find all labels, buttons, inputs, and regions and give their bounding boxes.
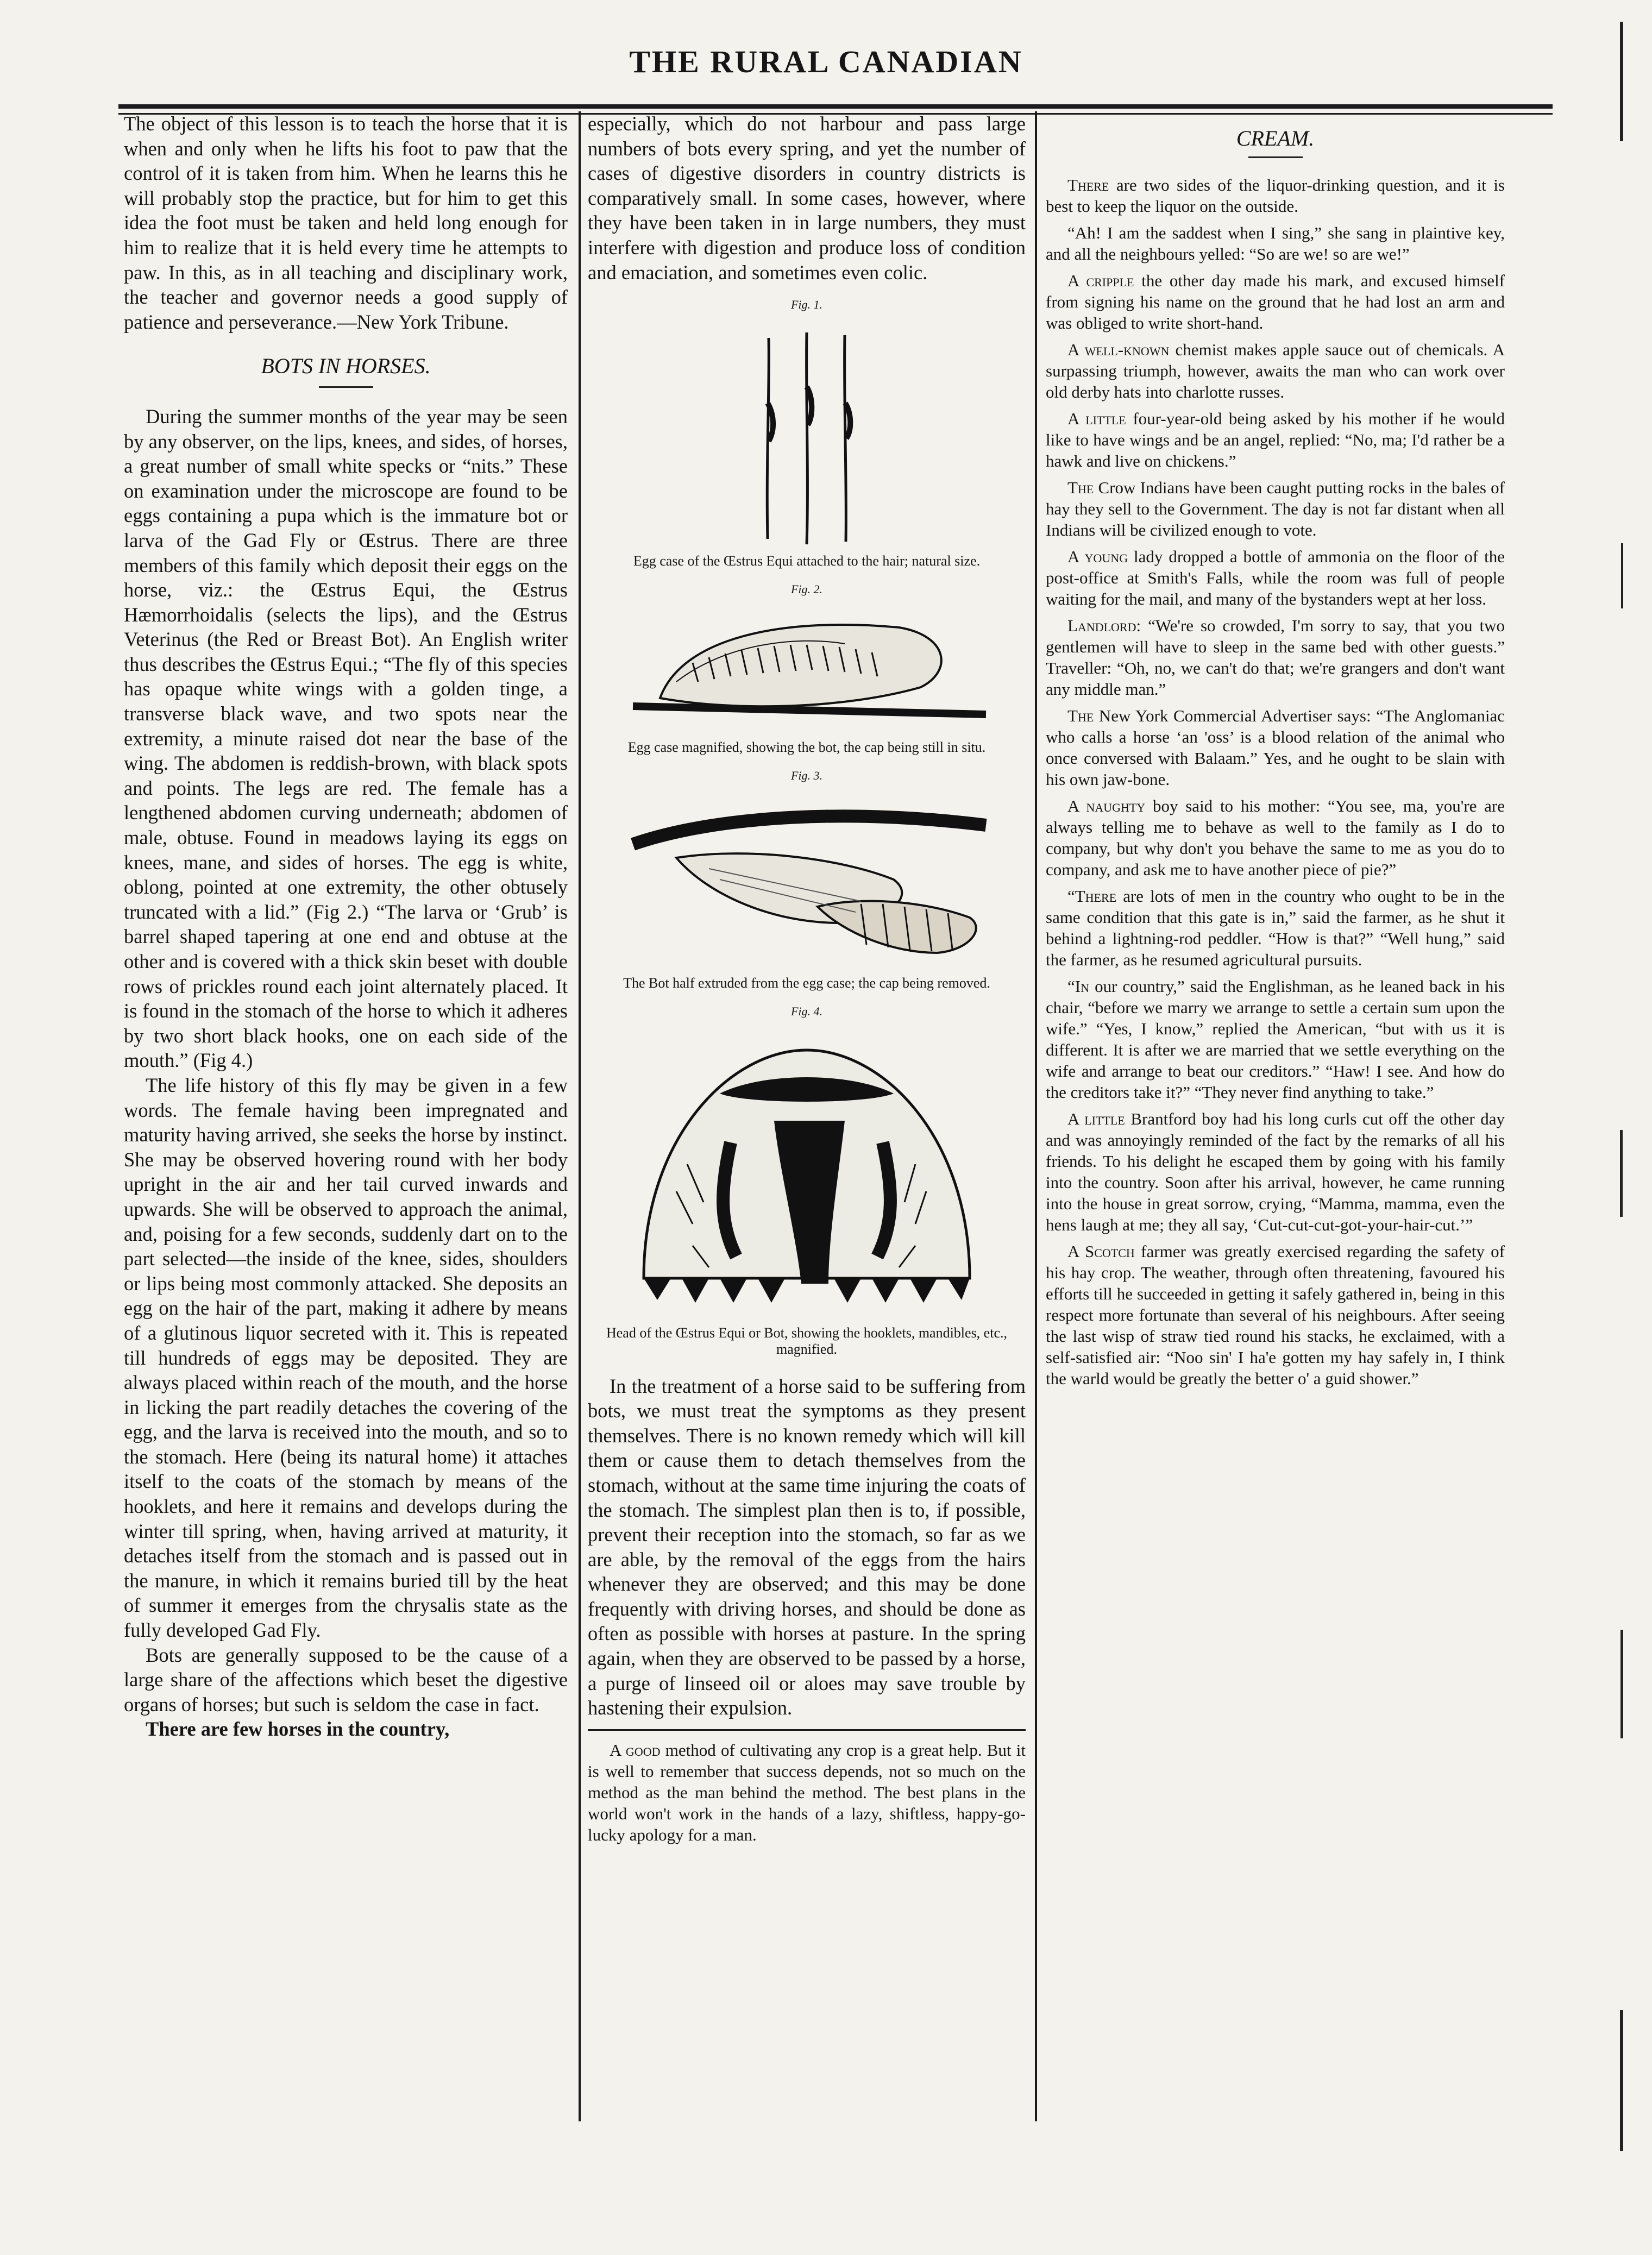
cream-items-list (1046, 174, 1505, 1389)
cream-item-lead: The (1067, 478, 1094, 497)
cream-item-lead: A Scotch (1067, 1242, 1135, 1261)
cream-item-text: Brantford boy had his long curls cut off the other day and was annoyingly reminded of the fact by the remarks of all his friends. To his delight he escaped them by going with his family into the country. Soon after his arrival, however, he came running into the house in great sorrow, crying, “Mamma, mamma, even the hens laugh at me; they all say, ‘Cut-cut-cut-got-your-hair-cut.’” (1046, 1109, 1505, 1234)
cream-item-lead: A little (1067, 1109, 1125, 1128)
cream-item-text: our country,” said the Englishman, as he leaned back in his chair, “before we marry we arrange to settle a certain sum upon the wife.” “Yes, I know,” replied the American, “but with us it is different. It is after we are married that we settle everything on the wife and arrange to beat our creditors.” “Haw! I see. And how do the creditors take it?” “They never find anything to take.” (1046, 977, 1505, 1102)
cream-item-text: are lots of men in the country who ought to be in the same condition that this gate is in,” said the farmer, as he shut it behind a lightning-rod peddler. “How is that?” “Well hung,” said the farmer, as he resumed agricultural pursuits. (1046, 887, 1505, 969)
fig4-caption: Head of the Œstrus Equi or Bot, showing the hooklets, mandibles, etc., magnified. (606, 1324, 1007, 1357)
cream-item (1046, 339, 1505, 403)
treatment-paragraph: In the treatment of a horse said to be suffering from bots, we must treat the symptoms as they present themselves. There is no known remedy which will kill them or cause them to detach themselves from the stomach, without at the same time injuring the coats of the stomach. The simplest plan then is to, if possible, prevent their reception into the stomach, so far as we are able, by the removal of the eggs from the hairs whenever they are observed; and this may be done frequently with driving horses, and should be done as often as possible with horses at pasture. In the spring again, when they are observed to be passed by a horse, a purge of linseed oil or aloes may save trouble by hastening their expulsion. (588, 1374, 1026, 1719)
column-rule-left (579, 111, 581, 2121)
intro-paragraph: The object of this lesson is to teach the horse that it is when and only when he lifts his foot to paw that the control of it is taken from him. When he learns this he will probably stop the practice, but for him to get this idea the foot must be taken and held long enough for him to realize that it is held every time he attempts to paw. In this, as in all teaching and disciplinary work, the teacher and governor needs a good supply of patience and perseverance.—New York Tribune. (124, 112, 568, 333)
bots-continued-paragraph: especially, which do not harbour and pass large numbers of bots every spring, and yet the number of cases of digestive disorders in country districts is comparatively small. In some cases, however, where they have been taken in in large numbers, they must interfere with digestion and produce loss of condition and emaciation, and sometimes even colic. (588, 112, 1026, 284)
margin-mark (1620, 1130, 1623, 1217)
cream-item-lead: A young (1067, 547, 1128, 566)
fig1-egg-case-illustration (736, 322, 877, 550)
cream-item-lead: A cripple (1067, 271, 1134, 290)
cream-item-text: are two sides of the liquor-drinking question, and it is best to keep the liquor on the outside. (1046, 175, 1505, 216)
cream-item (1046, 270, 1505, 334)
fig3-bot-extruded-illustration (611, 793, 1002, 972)
margin-mark (1620, 1630, 1623, 1738)
cream-item (1046, 222, 1505, 265)
cream-item-text: New York Commercial Advertiser says: “The Anglomaniac who calls a horse ‘an 'oss’ is a blood relation of the animal who once conversed with Balaam.” Yes, and he ought to be slain with his own jaw-bone. (1046, 706, 1505, 789)
fig2-egg-case-magnified-illustration (617, 606, 997, 736)
fig1-label: Fig. 1. (790, 298, 823, 312)
cream-item-text: Crow Indians have been caught putting rocks in the bales of hay they sell to the Government. The day is not far distant when all Indians will be civilized enough to vote. (1046, 478, 1505, 539)
cream-item-lead: A naughty (1067, 796, 1146, 815)
cream-item-lead: There (1067, 175, 1109, 194)
bots-paragraph-1: During the summer months of the year may be seen by any observer, on the lips, knees, and sides, of horses, a great number of small white specks or “nits.” These on examination under the microscope are found to be eggs containing a pupa which is the immature bot or larva of the Gad Fly or Œstrus. There are three members of this family which deposit their eggs on the horse, viz.: the Œstrus Equi, the Œstrus Hæmorrhoidalis (selects the lips), and the Œstrus Veterinus (the Red or Breast Bot). An English writer thus describes the Œstrus Equi.; “The fly of this species has opaque white wings with a golden tinge, a transverse black wave, and two spots near the extremity, a minute raised dot near the base of the wing. The abdomen is reddish-brown, with black spots and points. The legs are red. The female has a lengthened abdomen curving underneath; abdomen of male, obtuse. Found in meadows laying its eggs on knees, mane, and sides of horses. The egg is white, oblong, pointed at one extremity, the other obtusely truncated with a lid.” (Fig 2.) “The larva or ‘Grub’ is barrel shaped tapering at one end and obtuse at the other and is covered with a thick skin beset with double rows of prickles round each joint alternately placed. It is found in the stomach of the horse to which it adheres by two short black hooks, one on each side of the mouth.” (Fig 4.) (124, 405, 568, 1072)
cream-item-lead: A little (1067, 409, 1126, 428)
cream-item (1046, 705, 1505, 790)
fig4-label: Fig. 4. (790, 1004, 823, 1018)
cream-item (1046, 976, 1505, 1103)
cream-item-lead: A well-known (1067, 340, 1170, 359)
article-heading-cream: CREAM. (1236, 126, 1315, 150)
cream-item-lead: Landlord: (1067, 616, 1141, 635)
bots-paragraph-4: There are few horses in the country, (146, 1718, 450, 1741)
cream-item-text: “We're so crowded, I'm sorry to say, that you two gentlemen will have to sleep in the same bed with other guests.” Traveller: “Oh, no, we can't do that; we're grangers and don't want any middle man.” (1046, 616, 1505, 699)
top-rule (118, 104, 1553, 109)
cream-item (1046, 546, 1505, 610)
cream-item (1046, 885, 1505, 970)
cream-item-text: the other day made his mark, and excused himself from signing his name on the ground that he had lost an arm and was obliged to write short-hand. (1046, 271, 1505, 332)
cream-item-text: farmer was greatly exercised regarding the safety of his hay crop. The weather, through often threatening, favoured his efforts till he succeeded in getting it safely gathered in, being in this respect more fortunate than several of his neighbours. After seeing the last wisp of straw tied round his stacks, he exclaimed, with a self-satisfied air: “Noo sin' I ha'e gotten my hay safely in, I think the warld would be greatly the better o' a guid shower.” (1046, 1242, 1505, 1388)
fig3-label: Fig. 3. (790, 769, 823, 783)
column-2 (588, 111, 1026, 1845)
heading-rule (319, 386, 373, 388)
box-rule (588, 1729, 1026, 1731)
cream-item (1046, 174, 1505, 217)
cream-item-lead: “There (1067, 887, 1117, 906)
column-rule-right (1035, 111, 1037, 2121)
cream-item-text: boy said to his mother: “You see, ma, you're are always telling me to behave as well to the family as I do to company, but why don't you behave the same to me as you do to company, and ask me to have another piece of pie?” (1046, 796, 1505, 879)
cream-item-lead: The (1067, 706, 1094, 725)
cream-item (1046, 615, 1505, 700)
cream-item-text: four-year-old being asked by his mother if he would like to have wings and be an angel, replied: “No, ma; I'd rather be a hawk and live on chickens.” (1046, 409, 1505, 470)
cream-item (1046, 1241, 1505, 1389)
fig1-caption: Egg case of the Œstrus Equi attached to the hair; natural size. (633, 552, 981, 569)
cream-item-text: chemist makes apple sauce out of chemicals. A surpassing triumph, however, awaits the man who can work over old derby hats into charlotte russes. (1046, 340, 1505, 401)
cream-item (1046, 795, 1505, 880)
margin-mark (1620, 2010, 1623, 2151)
margin-mark (1620, 22, 1623, 141)
cream-item-text: “Ah! I am the saddest when I sing,” she sang in plaintive key, and all the neighbours yelled: “So are we! so are we!” (1046, 223, 1505, 263)
fig3-caption: The Bot half extruded from the egg case; the cap being removed. (623, 975, 990, 991)
cream-item-lead: “In (1067, 977, 1089, 996)
fig2-label: Fig. 2. (790, 582, 823, 596)
fig2-caption: Egg case magnified, showing the bot, the cap being still in situ. (627, 739, 986, 756)
margin-mark (1621, 543, 1623, 608)
cream-heading-rule (1248, 156, 1303, 158)
cream-item-text: lady dropped a bottle of ammonia on the floor of the post-office at Smith's Falls, while the room was full of people waiting for the mail, and many of the bystanders wept at her loss. (1046, 547, 1505, 608)
good-method-paragraph (588, 1739, 1026, 1845)
good-method-text: method of cultivating any crop is a great help. But it is well to remember that success depends, not so much on the method as the man behind the method. The best plans in the world won't work in the hands of a lazy, shiftless, happy-go-lucky apology for a man. (588, 1740, 1026, 1844)
cream-item (1046, 408, 1505, 472)
masthead: THE RURAL CANADIAN (629, 44, 1023, 79)
column-3 (1046, 111, 1505, 1395)
bots-paragraph-3: Bots are generally supposed to be the cause of a large share of the affections which beset the digestive organs of horses; but such is seldom the case in fact. (124, 1643, 568, 1716)
bots-paragraph-2: The life history of this fly may be given in a few words. The female having been impregnated and maturity having arrived, she seeks the horse by instinct. She may be observed hovering round with her body upright in the air and her tail curved inwards and upwards. She will be observed to approach the animal, and, poising for a few seconds, suddenly dart on to the part selected—the inside of the knee, sides, shoulders or lips being most commonly attacked. She deposits an egg on the hair of the part, making it adhere by means of a glutinous liquor secreted with it. This is repeated till hundreds of eggs may be deposited. They are always placed within reach of the mouth, and the horse in licking the part readily detaches the covering of the egg, and the larva is received into the mouth, and so to the stomach. Here (being its natural home) it attaches itself to the coats of the stomach by means of the hooklets, and here it remains and develops during the winter till spring, when, having arrived at maturity, it detaches itself from the stomach and is passed out in the manure, in which it remains buried till by the heat of summer it emerges from the chrysalis state as the fully developed Gad Fly. (124, 1073, 568, 1642)
cream-item (1046, 477, 1505, 541)
cream-item (1046, 1108, 1505, 1235)
good-method-lead: A good (610, 1740, 661, 1760)
article-heading-bots: BOTS IN HORSES. (261, 354, 431, 379)
column-1 (124, 111, 568, 1742)
fig4-bot-head-illustration (611, 1028, 1002, 1322)
